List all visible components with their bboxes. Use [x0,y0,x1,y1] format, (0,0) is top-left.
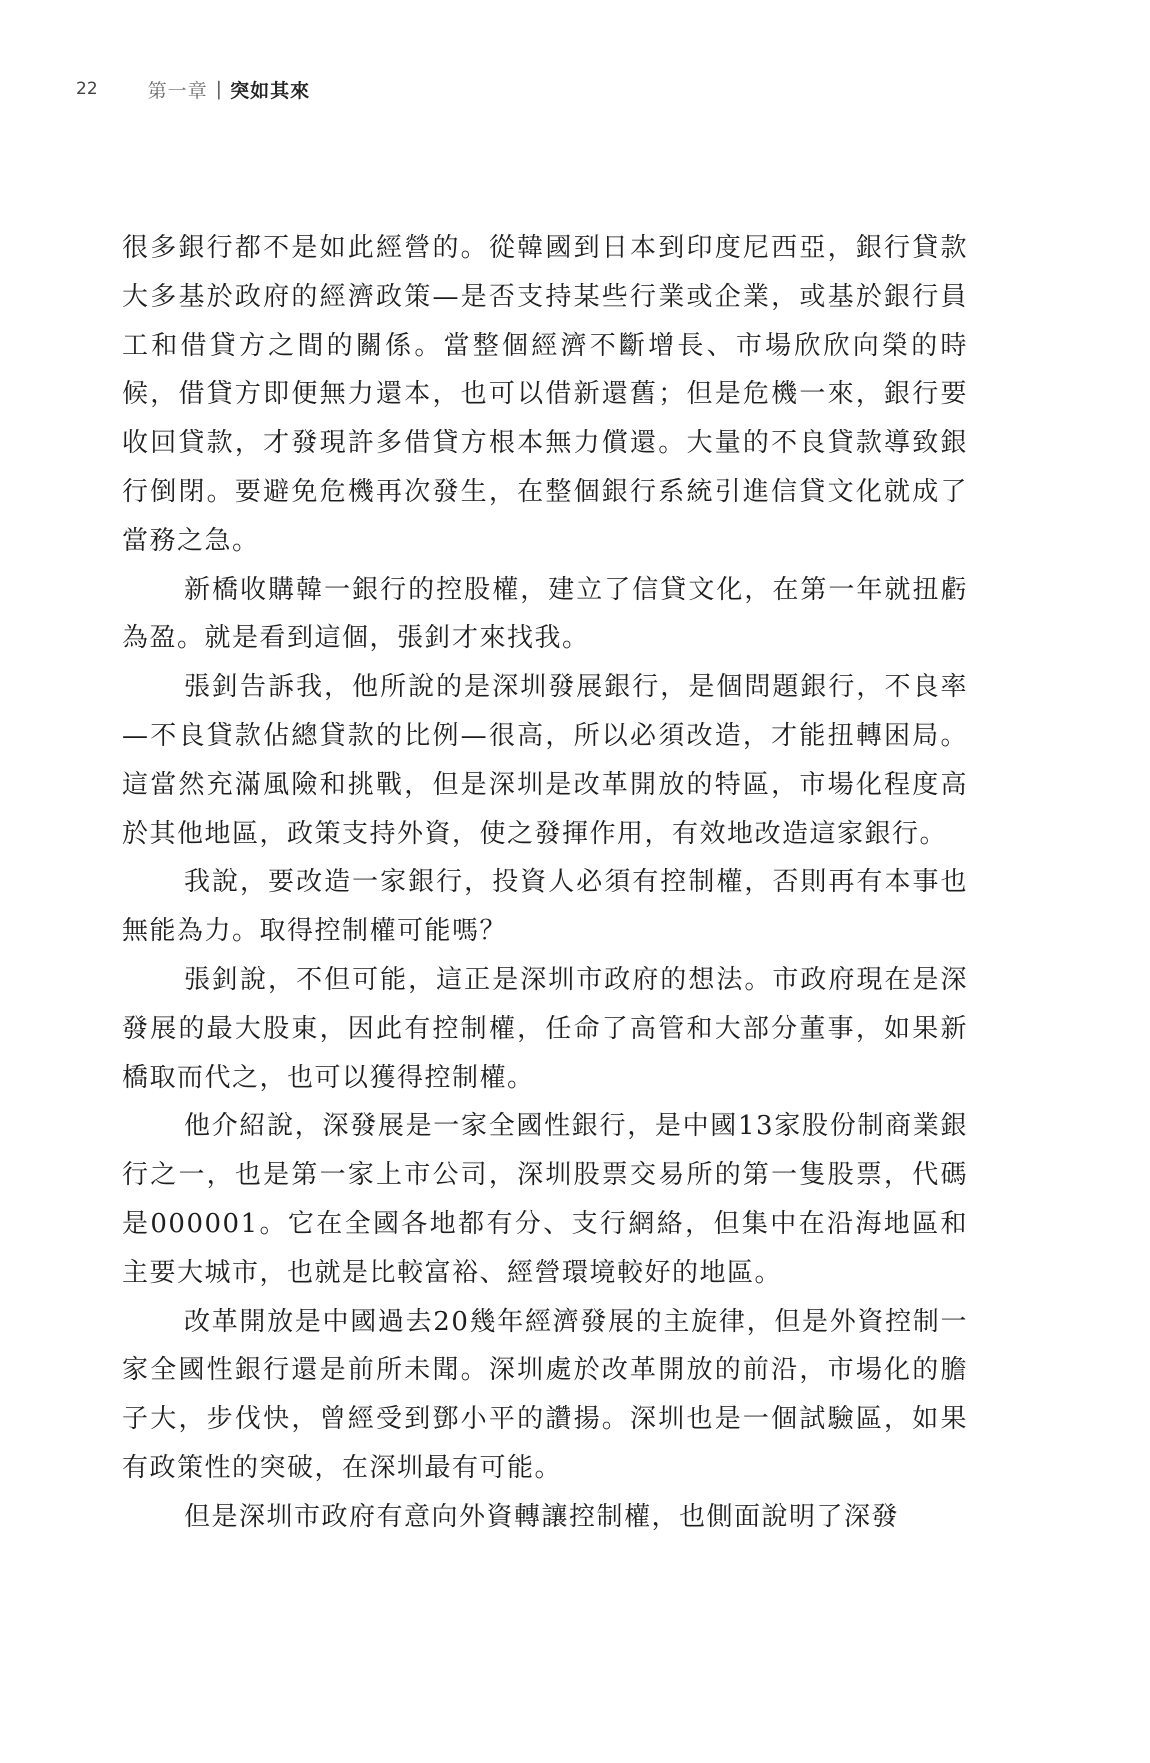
body-text [122,224,968,1542]
page-number: 22 [76,79,98,99]
paragraph: 他介紹說，深發展是一家全國性銀行，是中國13家股份制商業銀行之一，也是第一家上市公司，深圳股票交易所的第一隻股票，代碼是000001。它在全國各地都有分、支行網絡，但集中在沿海地區和主要大城市，也就是比較富裕、經營環境較好的地區。 [122,1111,968,1288]
paragraph: 改革開放是中國過去20幾年經濟發展的主旋律，但是外資控制一家全國性銀行還是前所未聞。深圳處於改革開放的前沿，市場化的膽子大，步伐快，曾經受到鄧小平的讚揚。深圳也是一個試驗區，如果有政策性的突破，在深圳最有可能。 [122,1306,968,1483]
paragraph: 很多銀行都不是如此經營的。從韓國到日本到印度尼西亞，銀行貸款大多基於政府的經濟政策—是否支持某些行業或企業，或基於銀行員工和借貸方之間的關係。當整個經濟不斷增長、市場欣欣向榮的時候，借貸方即便無力還本，也可以借新還舊；但是危機一來，銀行要收回貸款，才發現許多借貸方根本無力償還。大量的不良貸款導致銀行倒閉。要避免危機再次發生，在整個銀行系統引進信貸文化就成了當務之急。 [122,233,968,556]
running-header [76,74,310,104]
paragraph: 但是深圳市政府有意向外資轉讓控制權，也側面說明了深發 [184,1501,900,1532]
chapter-title: 突如其來 [230,79,311,102]
paragraph: 我說，要改造一家銀行，投資人必須有控制權，否則再有本事也無能為力。取得控制權可能嗎？ [122,867,968,947]
paragraph: 張釗說，不但可能，這正是深圳市政府的想法。市政府現在是深發展的最大股東，因此有控制權，任命了高管和大部分董事，如果新橋取而代之，也可以獲得控制權。 [122,964,968,1093]
paragraph: 張釗告訴我，他所說的是深圳發展銀行，是個問題銀行，不良率—不良貸款佔總貸款的比例—很高，所以必須改造，才能扭轉困局。這當然充滿風險和挑戰，但是深圳是改革開放的特區，市場化程度高於其他地區，政策支持外資，使之發揮作用，有效地改造這家銀行。 [122,672,968,849]
header-separator: | [215,78,223,100]
paragraph: 新橋收購韓一銀行的控股權，建立了信貸文化，在第一年就扭虧為盈。就是看到這個，張釗才來找我。 [122,574,968,654]
chapter-label: 第一章 [147,79,208,102]
